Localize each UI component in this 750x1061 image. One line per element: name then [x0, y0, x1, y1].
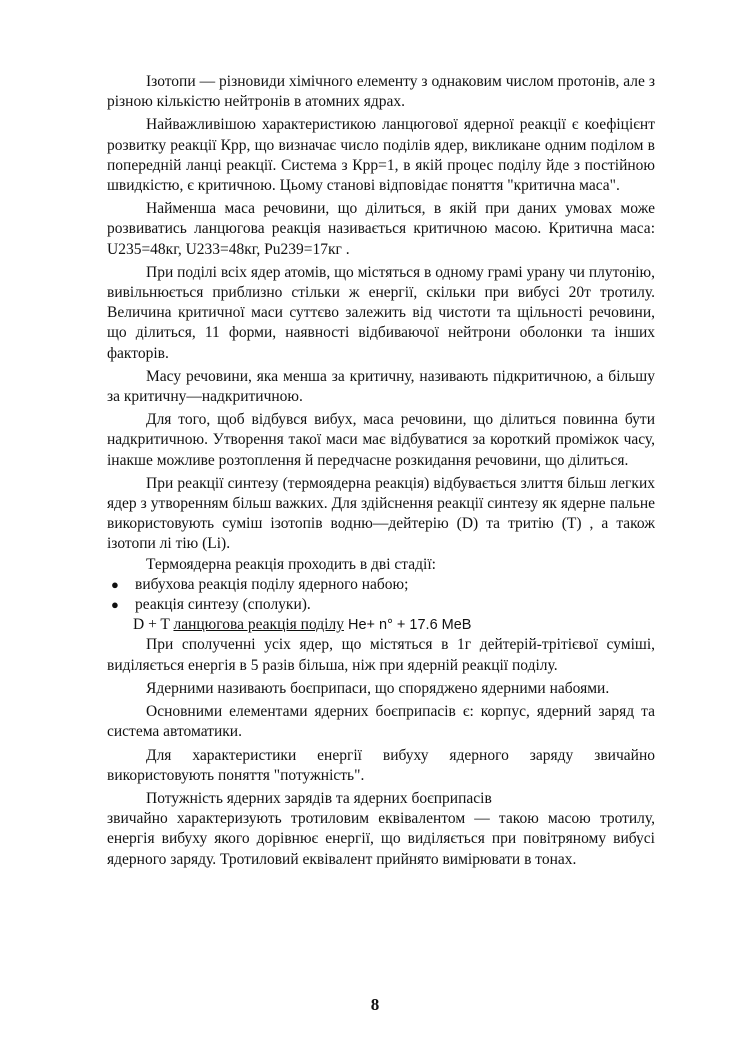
page-body [107, 72, 655, 870]
page-number: 8 [370, 995, 380, 1014]
paragraph-nuclear-munitions: Ядерними називають боєприпаси, що споряджено ядерними набоями. [146, 679, 610, 697]
stages-list [107, 575, 655, 615]
paragraph-power-concept: Для характеристики енергії вибуху ядерного заряду звичайно використовують поняття "потужність". [107, 746, 655, 784]
paragraph-fission-energy: При поділі всіх ядер атомів, що містяться в одному грамі урану чи плутонію, вивільнюється приблизно стільки ж енергії, скільки при вибусі 20т тротилу. Величина критичної маси суттєво залежить від чистоти та щільності речовини, що ділиться, 11 форми, наявності відбиваючої нейтрони оболонки та інших факторів. [107, 263, 656, 362]
bullet-icon: ● [111, 576, 119, 592]
paragraph-explosion-conditions: Для того, щоб відбувся вибух, маса речовини, що ділиться повинна бути надкритичною. Утворення такої маси має відбуватися за короткий проміжок часу, інакше можливе розтоплення й передчасне розкидання речовини, що ділиться. [107, 411, 655, 469]
paragraph-subcritical: Масу речовини, яка менша за критичну, називають підкритичною, а більшу за критичну—надкритичною. [107, 367, 655, 406]
list-item-text: вибухова реакція поділу ядерного набою; [135, 575, 409, 593]
paragraph-chain-reaction-coefficient: Найважливішою характеристикою ланцюгової ядерної реакції є коефіцієнт розвитку реакції Кpp, що визначає число поділів ядер, викликане одним поділом в попередній ланці реакції. Система з Кpp=1, в якій процес поділу йде з постійною швидкістю, є критичною. Цьому станові відповідає поняття "критична маса". [107, 116, 655, 195]
paragraph-munition-elements: Основними елементами ядерних боєприпасів є: корпус, ядерний заряд та система автоматики. [107, 703, 655, 741]
bullet-icon: ● [111, 597, 119, 613]
list-item-text: реакція синтезу (сполуки). [135, 596, 311, 614]
paragraph-tnt-equivalent: звичайно характеризують тротиловим еквівалентом — такою масою тротилу, енергія вибуху якого дорівнює енергії, що виділяється при повітряному вибусі ядерного заряду. Тротиловий еквівалент прийнято вимірювати в тонах. [107, 810, 655, 868]
list-item [107, 575, 655, 595]
paragraph-critical-mass: Найменша маса речовини, що ділиться, в якій при даних умовах може розвиватись ланцюгова реакція називається критичною масою. Критична маса: U235=48кг, U233=48кг, Pu239=17кг . [107, 200, 655, 258]
paragraph-thermonuclear-stages: Термоядерна реакція проходить в дві стадії: [146, 555, 436, 573]
paragraph-fusion-energy: При сполученні усіх ядер, що містяться в 1г дейтерій-трітієвої суміші, виділяється енергія в 5 разів більша, ніж при ядерній реакції поділу. [107, 636, 655, 674]
reaction-formula [107, 615, 655, 635]
formula-reactants: D + T [133, 616, 174, 634]
formula-arrow-label: ланцюгова реакція поділу [173, 616, 344, 634]
paragraph-power-heading: Потужність ядерних зарядів та ядерних боєприпасів [146, 789, 492, 807]
paragraph-isotopes: Ізотопи — різновиди хімічного елементу з однаковим числом протонів, але з різною кількістю нейтронів в атомних ядрах. [107, 73, 655, 111]
list-item [107, 595, 655, 615]
paragraph-fusion: При реакції синтезу (термоядерна реакція) відбувається злиття більш легких ядер з утворенням більш важких. Для здійснення реакції синтезу як ядерне пальне використовують суміш ізотопів водню—дейтерію (D) та тритію (T) , а також ізотопи лі тію (Li). [107, 474, 655, 553]
formula-products: He+ n° + 17.6 MeB [343, 617, 472, 634]
